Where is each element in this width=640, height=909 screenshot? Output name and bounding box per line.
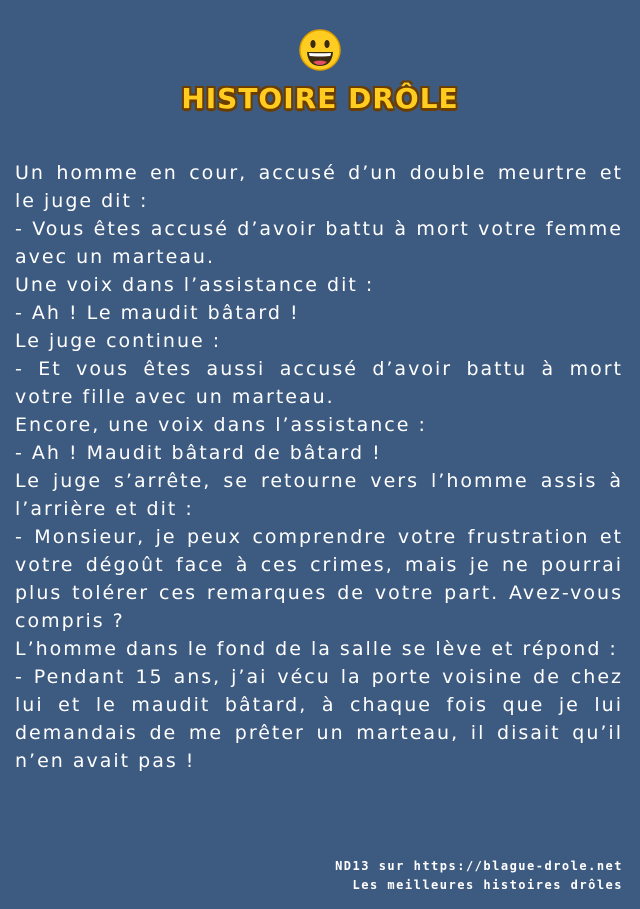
story-text — [15, 159, 623, 775]
page-title: HISTOIRE DRÔLE — [181, 82, 459, 115]
story-line: Le juge s’arrête, se retourne vers l’homme assis à l’arrière et dit : — [15, 470, 623, 520]
story-line: Le juge continue : — [15, 330, 222, 352]
story-line: - Monsieur, je peux comprendre votre frustration et votre dégoût face à ces crimes, mais je ne pourrai plus tolérer ces remarques de votre part. Avez-vous compris ? — [15, 526, 623, 632]
story-line: - Et vous êtes aussi accusé d’avoir battu à mort votre fille avec un marteau. — [15, 358, 623, 408]
story-line: Une voix dans l’assistance dit : — [15, 274, 375, 296]
header — [0, 28, 640, 115]
story-line: - Ah ! Maudit bâtard de bâtard ! — [15, 442, 382, 464]
story-line: - Ah ! Le maudit bâtard ! — [15, 302, 300, 324]
story-line: Un homme en cour, accusé d’un double meurtre et le juge dit : — [15, 162, 623, 212]
story-line: - Vous êtes accusé d’avoir battu à mort votre femme avec un marteau. — [15, 218, 623, 268]
story-line: Encore, une voix dans l’assistance : — [15, 414, 427, 436]
footer-tagline: Les meilleures histoires drôles — [352, 878, 623, 892]
story-line: L’homme dans le fond de la salle se lève et répond : — [15, 638, 618, 660]
footer-credit: ND13 sur https://blague-drole.net — [335, 859, 623, 873]
story-line: - Pendant 15 ans, j’ai vécu la porte voisine de chez lui et le maudit bâtard, à chaque fois que je lui demandais de me prêter un marteau, il disait qu’il n’en avait pas ! — [15, 666, 623, 772]
footer — [335, 857, 623, 895]
grinning-face-icon — [298, 28, 342, 72]
